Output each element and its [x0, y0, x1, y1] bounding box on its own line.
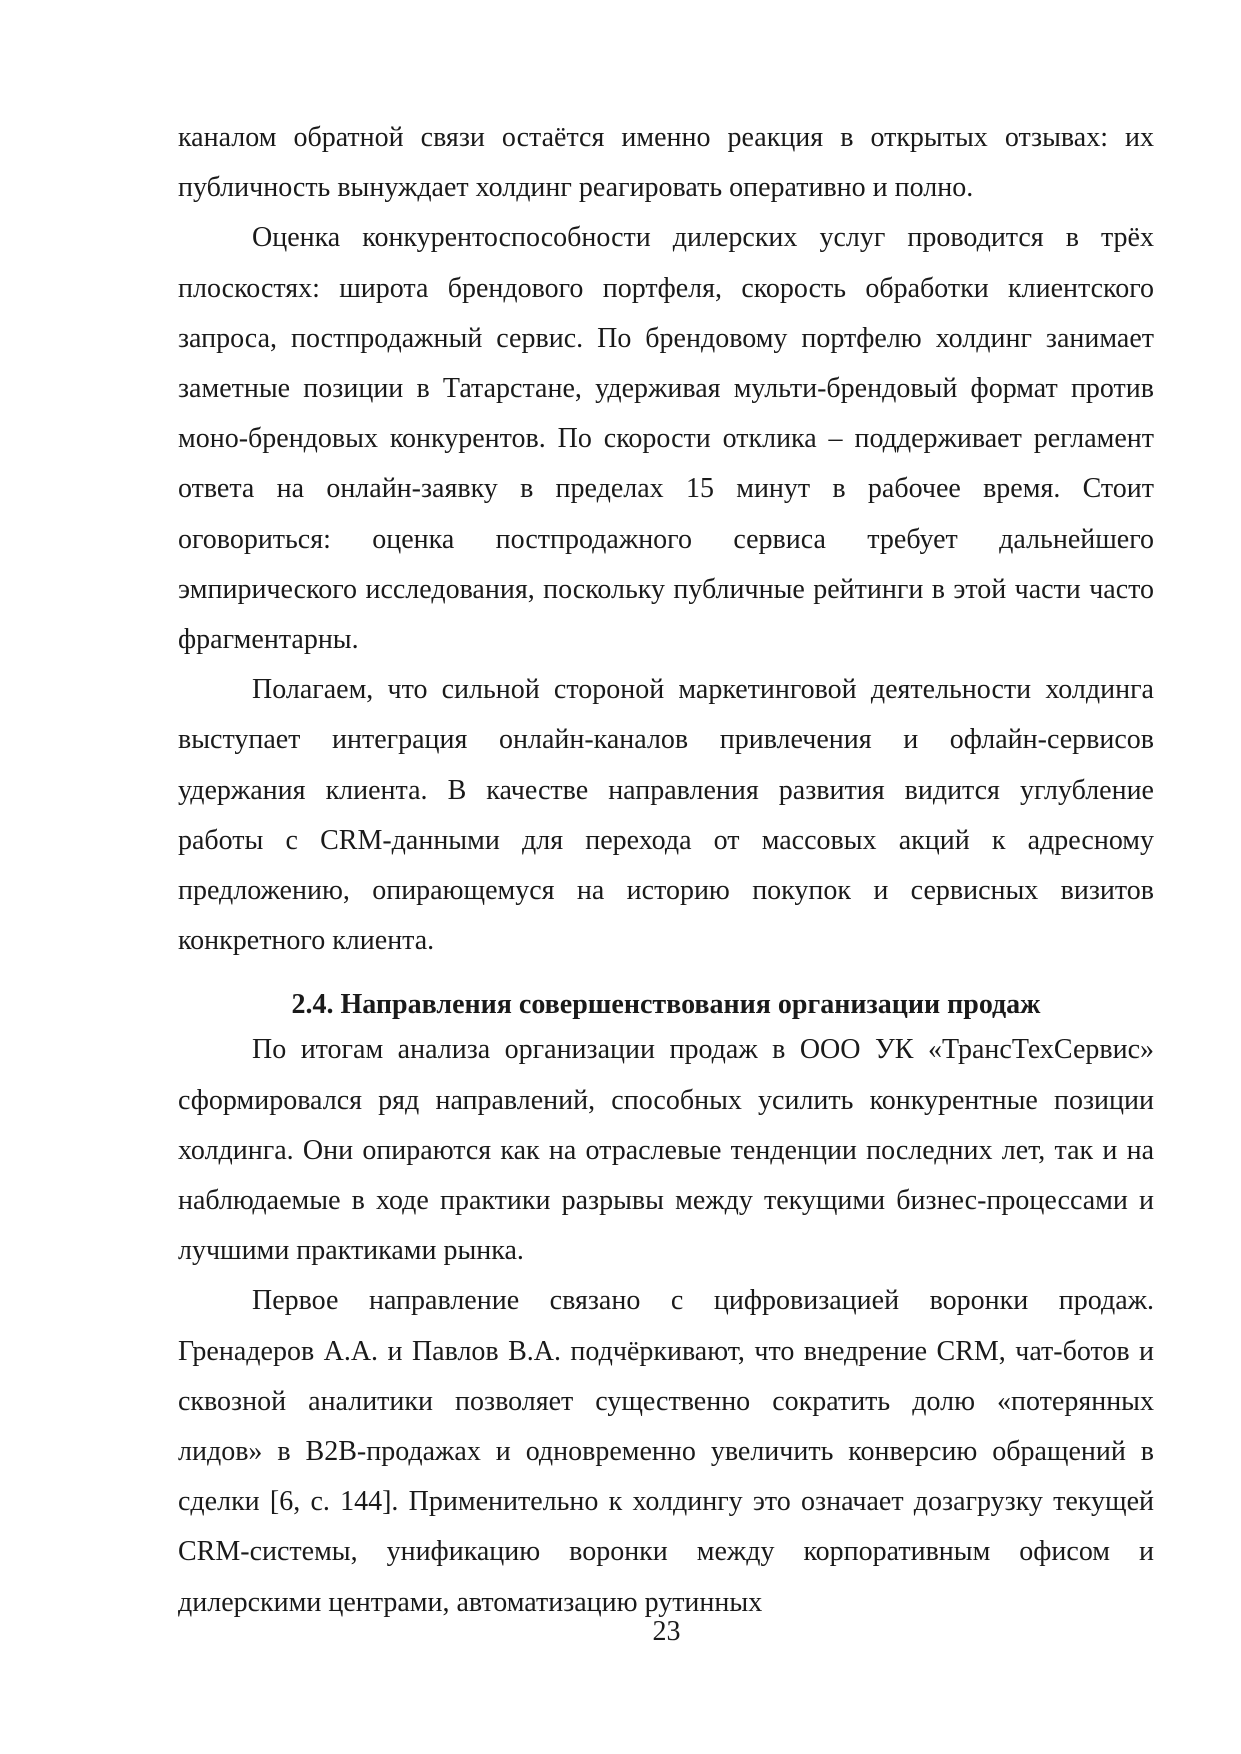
section-heading: 2.4. Направления совершенствования организации продаж [291, 989, 1041, 1021]
page-number: 23 [652, 1616, 681, 1647]
paragraph-analysis-results: По итогам анализа организации продаж в ООО УК «ТрансТехСервис» сформировался ряд направлений, способных усилить конкурентные позиции холдинга. Они опираются как на отраслевые тенденции последних лет, так и на наблюдаемые в ходе практики разрывы между текущими бизнес-процессами и лучшими практиками рынка. [178, 1034, 1154, 1267]
paragraph-strengths: Полагаем, что сильной стороной маркетинговой деятельности холдинга выступает интеграция онлайн-каналов привлечения и офлайн-сервисов удержания клиента. В качестве направления развития видится углубление работы с CRM-данными для перехода от массовых акций к адресному предложению, опирающемуся на историю покупок и сервисных визитов конкретного клиента. [178, 674, 1154, 957]
paragraph-digitalization: Первое направление связано с цифровизацией воронки продаж. Гренадеров А.А. и Павлов В.А. подчёркивают, что внедрение CRM, чат-ботов и сквозной аналитики позволяет существенно сократить долю «потерянных лидов» в B2B-продажах и одновременно увеличить конверсию обращений в сделки [6, с. 144]. Применительно к холдингу это означает дозагрузку текущей CRM-системы, унификацию воронки между корпоративным офисом и дилерскими центрами, автоматизацию рутинных [178, 1285, 1154, 1618]
paragraph-competitiveness: Оценка конкурентоспособности дилерских услуг проводится в трёх плоскостях: широта брендового портфеля, скорость обработки клиентского запроса, постпродажный сервис. По брендовому портфелю холдинг занимает заметные позиции в Татарстане, удерживая мульти-брендовый формат против моно-брендовых конкурентов. По скорости отклика – поддерживает регламент ответа на онлайн-заявку в пределах 15 минут в рабочее время. Стоит оговориться: оценка постпродажного сервиса требует дальнейшего эмпирического исследования, поскольку публичные рейтинги в этой части часто фрагментарны. [178, 222, 1154, 656]
document-body [178, 113, 1154, 1628]
paragraph-continued: каналом обратной связи остаётся именно реакция в открытых отзывах: их публичность вынуждает холдинг реагировать оперативно и полно. [178, 122, 1154, 204]
